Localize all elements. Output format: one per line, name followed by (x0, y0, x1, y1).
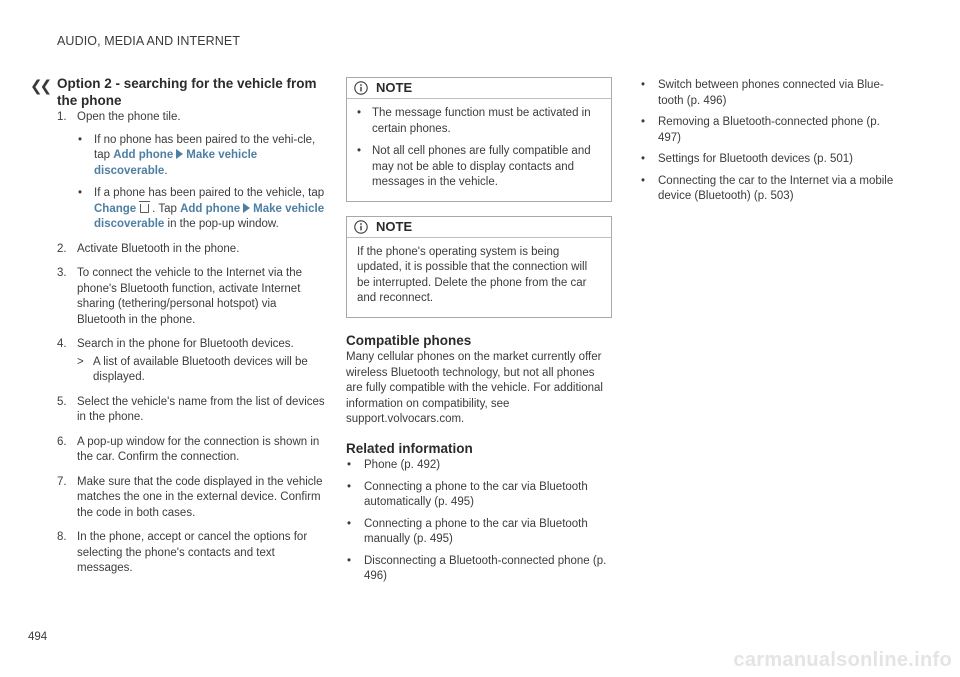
related-link[interactable] (346, 480, 612, 511)
sub-item (77, 133, 325, 180)
step-text: Search in the phone for Bluetooth devices. (77, 338, 294, 350)
step-text: To connect the vehicle to the Internet via the phone's Bluetooth function, activate Internet sharing (tethering/personal hotspot) via Bluetooth in the phone. (77, 267, 303, 326)
chapter-header: AUDIO, MEDIA AND INTERNET (57, 34, 241, 48)
step-text: Select the vehicle's name from the list of devices in the phone. (77, 395, 325, 423)
step-number: 1. (57, 111, 67, 123)
related-link-text[interactable]: Connecting a phone to the car via Bluetooth automatically (p. 495) (364, 480, 588, 508)
middle-column (346, 77, 612, 585)
related-link[interactable] (346, 517, 612, 548)
note-header (347, 78, 611, 99)
step-text: Make sure that the code displayed in the vehicle matches the one in the external device. Confirm the code in both cases. (77, 475, 323, 519)
make-vehicle-discoverable-link[interactable]: Make vehicle discoverable (94, 149, 258, 177)
add-phone-link[interactable]: Add phone (180, 202, 241, 215)
step-text: Activate Bluetooth in the phone. (77, 242, 240, 255)
make-vehicle-discoverable-link[interactable]: Make vehicle discoverable (94, 202, 325, 230)
note-text: Not all cell phones are fully compatible and may not be able to display contacts and messages in the vehicle. (372, 145, 591, 188)
step-item (57, 110, 325, 233)
related-link-text[interactable]: Connecting a phone to the car via Bluetooth manually (p. 495) (364, 517, 588, 545)
step-item (57, 435, 325, 466)
left-column (57, 76, 325, 577)
note-text: The message function must be activated in certain phones. (372, 107, 591, 135)
related-link[interactable] (640, 78, 905, 109)
sub-text: . (164, 164, 168, 177)
sub-text: If a phone has been paired to the vehicle, tap (94, 187, 325, 199)
step-number: 3. (57, 267, 67, 279)
bullet: • (78, 187, 83, 199)
bullet: • (347, 459, 352, 471)
bullet: • (641, 79, 646, 91)
section-title: Option 2 - searching for the vehicle from the phone (57, 76, 317, 108)
step-item (57, 395, 325, 426)
compatible-phones-text: Many cellular phones on the market currently offer wireless Bluetooth technology, but not all phones are fully compatible with the vehicle. For additional information on compatibility, see support.volvocars.com. (346, 351, 603, 425)
sub-item (77, 186, 325, 233)
note-box (346, 216, 612, 318)
step-item (57, 266, 325, 328)
bullet: • (347, 517, 352, 530)
step-number: 8. (57, 531, 67, 543)
step-text: In the phone, accept or cancel the options for selecting the phone's contacts and text messages. (77, 531, 308, 574)
arrow-right-icon (243, 203, 250, 213)
bullet: • (347, 554, 352, 567)
related-link-text[interactable]: Disconnecting a Bluetooth-connected phone (p. 496) (364, 554, 607, 582)
step-number: 4. (57, 338, 67, 350)
step-result (77, 355, 325, 386)
result-mark: > (77, 355, 84, 368)
result-text: A list of available Bluetooth devices will be displayed. (93, 355, 308, 383)
related-link[interactable] (640, 174, 905, 205)
note-title: NOTE (376, 218, 413, 234)
info-circle-icon (354, 220, 368, 234)
step-item (57, 242, 325, 258)
right-column (640, 78, 905, 205)
step-text: Open the phone tile. (77, 111, 181, 123)
bullet: • (357, 107, 362, 119)
sub-text: in the pop-up window. (164, 218, 279, 230)
related-link[interactable] (346, 458, 612, 474)
note-title: NOTE (376, 80, 413, 96)
double-chevron-left-icon[interactable]: ❮❮ (30, 78, 50, 95)
page-number: 494 (28, 631, 48, 643)
note-item (357, 144, 602, 191)
bullet: • (78, 133, 83, 146)
note-box (346, 77, 612, 202)
step-number: 5. (57, 395, 67, 408)
info-circle-icon (354, 81, 368, 95)
bullet: • (641, 153, 646, 165)
step-item (57, 530, 325, 577)
compatible-phones-heading: Compatible phones (346, 332, 472, 348)
bullet: • (347, 480, 352, 493)
related-link-text[interactable]: Removing a Bluetooth-connected phone (p. 497) (658, 116, 880, 144)
note-header (347, 217, 611, 238)
step-number: 7. (57, 475, 67, 488)
related-link-text[interactable]: Switch between phones connected via Blue-tooth (p. 496) (658, 79, 884, 107)
step-number: 2. (57, 242, 67, 255)
sub-text: If no phone has been paired to the vehi-cle, tap (94, 133, 316, 161)
sub-text: . Tap (152, 202, 181, 215)
step-number: 6. (57, 435, 67, 448)
step-item (57, 475, 325, 522)
bullet: • (641, 174, 646, 187)
step-item (57, 337, 325, 386)
change-link[interactable]: Change (94, 202, 137, 215)
related-link-text[interactable]: Connecting the car to the Internet via a mobile device (Bluetooth) (p. 503) (658, 174, 894, 202)
arrow-right-icon (176, 149, 183, 159)
trash-icon (140, 204, 149, 213)
related-link-text[interactable]: Settings for Bluetooth devices (p. 501) (658, 153, 853, 165)
note-text: If the phone's operating system is being updated, it is possible that the connection will be interrupted. Delete the phone from the car and reconnect. (357, 245, 588, 304)
step-text: A pop-up window for the connection is shown in the car. Confirm the connection. (77, 435, 320, 463)
watermark: carmanualsonline.info (733, 649, 952, 671)
related-information-heading: Related information (346, 440, 473, 456)
note-item (357, 106, 602, 137)
bullet: • (357, 145, 362, 157)
related-link[interactable] (346, 554, 612, 585)
bullet: • (641, 116, 646, 128)
related-link-text[interactable]: Phone (p. 492) (364, 459, 441, 471)
related-link[interactable] (640, 152, 905, 168)
related-link[interactable] (640, 115, 905, 146)
add-phone-link[interactable]: Add phone (113, 149, 174, 161)
